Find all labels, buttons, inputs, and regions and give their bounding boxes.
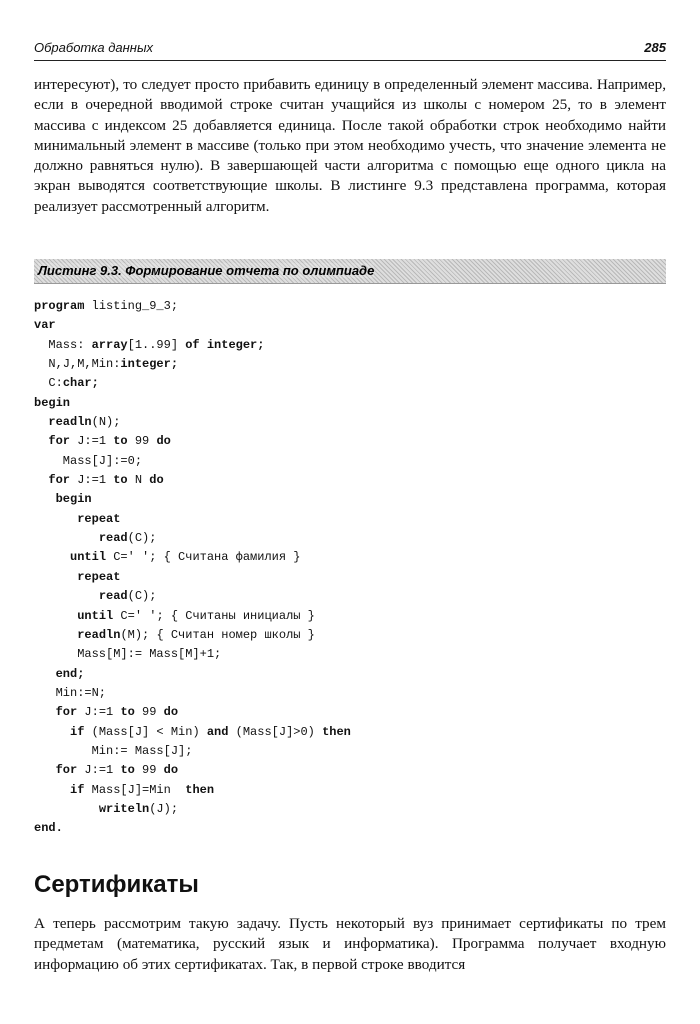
- code-text: [34, 667, 56, 681]
- code-text: [34, 473, 48, 487]
- code-text: J:=1: [77, 763, 121, 778]
- code-keyword: if: [70, 724, 85, 739]
- code-line: [34, 684, 666, 703]
- code-line: [34, 297, 666, 316]
- code-keyword: array: [91, 337, 128, 352]
- code-text: N,J,M,Min:: [34, 357, 121, 372]
- code-text: [34, 725, 70, 739]
- code-line: [34, 432, 666, 451]
- code-keyword: to: [120, 705, 135, 720]
- code-keyword: if: [70, 782, 85, 797]
- code-text: 99: [134, 763, 164, 778]
- header-section-title: Обработка данных: [34, 40, 154, 55]
- code-text: 99: [134, 705, 164, 720]
- code-line: [34, 742, 666, 761]
- code-line: [34, 374, 666, 393]
- code-keyword: do: [163, 763, 179, 778]
- code-keyword: read: [98, 531, 128, 546]
- code-keyword: read: [98, 589, 128, 604]
- code-keyword: do: [149, 473, 164, 488]
- code-text: [34, 492, 56, 506]
- code-keyword: repeat: [77, 569, 121, 584]
- code-keyword: until: [70, 550, 107, 565]
- code-text: [34, 802, 99, 816]
- code-line: [34, 413, 666, 432]
- code-keyword: end;: [55, 666, 85, 681]
- code-keyword: of integer;: [185, 337, 265, 352]
- code-text: [34, 628, 77, 642]
- code-line: [34, 316, 666, 335]
- code-keyword: integer;: [120, 357, 179, 372]
- code-keyword: for: [48, 473, 71, 488]
- code-text: N: [127, 473, 150, 488]
- code-line: [34, 548, 666, 567]
- code-line: [34, 568, 666, 587]
- code-keyword: writeln: [98, 801, 150, 816]
- code-keyword: to: [113, 434, 128, 449]
- code-line: [34, 607, 666, 626]
- code-keyword: then: [322, 724, 351, 739]
- code-keyword: end.: [34, 821, 63, 836]
- code-keyword: repeat: [77, 511, 121, 526]
- code-line: [34, 452, 666, 471]
- intro-paragraph: интересуют), то следует просто прибавить единицу в определенный элемент массива. Например, если в очередной вводимой строке считан учащийся из школы с номером 25, то в элемент массива с индексом 25 добавляется единица. После такой обработки строк необходимо найти минимальный элемент в массиве (только при этом необходимо учесть, что значение элемента не должно равняться нулю). В завершающей части алгоритма с помощью еще одного цикла на экран выводятся соответствующие школы. В листинге 9.3 представлена программа, которая реализует рассмотренный алгоритм.: [34, 76, 666, 215]
- code-text: (M); { Считан номер школы }: [120, 627, 315, 642]
- code-keyword: var: [34, 318, 56, 333]
- code-text: [34, 705, 56, 719]
- code-text: Min:= Mass[J];: [34, 743, 193, 758]
- code-line: [34, 529, 666, 548]
- code-line: [34, 336, 666, 355]
- code-line: [34, 355, 666, 374]
- code-text: (J);: [149, 801, 179, 816]
- code-keyword: then: [185, 782, 215, 797]
- code-keyword: for: [55, 763, 78, 778]
- code-text: C=' '; { Считана фамилия }: [106, 550, 301, 565]
- code-line: [34, 665, 666, 684]
- code-line: [34, 490, 666, 509]
- page-number: 285: [644, 40, 666, 55]
- code-text: Mass:: [34, 337, 92, 352]
- code-keyword: until: [77, 608, 114, 623]
- code-text: [34, 550, 70, 564]
- code-text: J:=1: [70, 473, 114, 488]
- code-line: [34, 471, 666, 490]
- code-keyword: to: [120, 763, 135, 778]
- code-keyword: for: [48, 434, 71, 449]
- section-paragraph: А теперь рассмотрим такую задачу. Пусть некоторый вуз принимает сертификаты по трем предметам (математика, русский язык и информатика). Программа получает входную информацию об этих сертификатах. Так, в первой строке вводится: [34, 915, 666, 973]
- code-line: [34, 819, 666, 838]
- code-text: [34, 589, 99, 603]
- code-text: (Mass[J] < Min): [84, 724, 207, 739]
- code-text: (C);: [127, 531, 157, 546]
- code-line: [34, 626, 666, 645]
- code-text: [34, 783, 70, 797]
- code-keyword: do: [156, 434, 171, 449]
- listing-caption-bar: [34, 259, 666, 284]
- code-keyword: to: [113, 473, 128, 488]
- code-keyword: for: [55, 705, 78, 720]
- code-text: J:=1: [70, 434, 114, 449]
- code-text: Mass[J]=Min: [84, 782, 186, 797]
- code-text: [34, 609, 77, 623]
- code-text: Mass[J]:=0;: [34, 453, 143, 468]
- code-line: [34, 800, 666, 819]
- code-text: [34, 415, 48, 429]
- code-keyword: and: [206, 724, 229, 739]
- listing-caption: Листинг 9.3. Формирование отчета по олимпиаде: [38, 263, 375, 278]
- code-keyword: readln: [77, 627, 121, 642]
- code-text: [34, 434, 48, 448]
- code-line: [34, 645, 666, 664]
- code-text: J:=1: [77, 705, 121, 720]
- code-text: Mass[M]:= Mass[M]+1;: [34, 647, 222, 662]
- code-text: 99: [127, 434, 157, 449]
- code-line: [34, 587, 666, 606]
- code-text: Min:=N;: [34, 685, 107, 700]
- code-text: [34, 570, 77, 584]
- code-text: C=' '; { Считаны инициалы }: [113, 608, 315, 623]
- running-header: [34, 38, 666, 61]
- code-keyword: do: [163, 705, 179, 720]
- code-text: [34, 512, 77, 526]
- code-text: listing_9_3;: [84, 299, 179, 313]
- code-text: C:: [34, 376, 63, 391]
- code-text: (C);: [127, 589, 157, 604]
- section-heading: Сертификаты: [34, 871, 199, 898]
- code-text: [1..99]: [127, 337, 186, 352]
- code-keyword: begin: [55, 492, 92, 507]
- code-line: [34, 781, 666, 800]
- code-line: [34, 761, 666, 780]
- code-text: [34, 763, 56, 777]
- code-keyword: char;: [62, 376, 99, 391]
- code-line: [34, 394, 666, 413]
- code-text: [34, 531, 99, 545]
- code-keyword: program: [34, 299, 85, 313]
- code-line: [34, 510, 666, 529]
- code-keyword: readln: [48, 415, 92, 430]
- code-text: (Mass[J]>0): [228, 724, 323, 739]
- code-keyword: begin: [34, 395, 71, 410]
- code-text: (N);: [91, 415, 121, 430]
- code-line: [34, 703, 666, 722]
- code-line: [34, 723, 666, 742]
- code-listing: [34, 297, 666, 839]
